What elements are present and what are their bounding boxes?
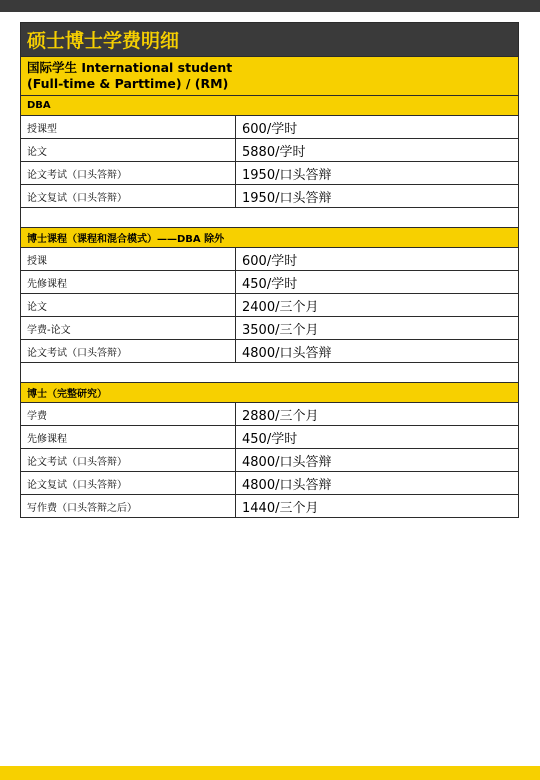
fee-price: 600/学时 [236,248,519,271]
fee-item: 学费-论文 [21,317,236,340]
table-row [21,271,519,294]
fee-item: 授课 [21,248,236,271]
table-title: 硕士博士学费明细 [21,23,519,57]
section-heading-row [21,228,519,248]
fee-price: 4800/口头答辩 [236,449,519,472]
fee-item: 学费 [21,403,236,426]
table-row [21,495,519,518]
spacer-cell [21,208,519,228]
fee-price: 5880/学时 [236,139,519,162]
fee-item: 论文 [21,294,236,317]
table-row [21,317,519,340]
fee-price: 3500/三个月 [236,317,519,340]
table-row [21,116,519,139]
fee-price: 2880/三个月 [236,403,519,426]
fee-price: 600/学时 [236,116,519,139]
fee-item: 论文考试（口头答辩） [21,162,236,185]
fee-price: 4800/口头答辩 [236,340,519,363]
fee-item: 先修课程 [21,271,236,294]
fee-price: 1950/口头答辩 [236,185,519,208]
table-row [21,162,519,185]
table-row [21,340,519,363]
fee-item: 论文考试（口头答辩） [21,340,236,363]
header-line-1: 国际学生 International student [27,60,233,75]
fee-item: 先修课程 [21,426,236,449]
table-row [21,294,519,317]
section-heading: 博士（完整研究） [21,383,519,403]
fee-item: 写作费（口头答辩之后） [21,495,236,518]
fee-item: 论文 [21,139,236,162]
spacer-row [21,363,519,383]
fee-price: 450/学时 [236,426,519,449]
spacer-cell [21,363,519,383]
table-row [21,248,519,271]
table-row [21,139,519,162]
table-row [21,426,519,449]
header-row [21,57,519,96]
table-row [21,449,519,472]
table-row [21,403,519,426]
fee-price: 2400/三个月 [236,294,519,317]
fee-item: 授课型 [21,116,236,139]
fee-price: 4800/口头答辩 [236,472,519,495]
section-heading: 博士课程（课程和混合模式）——DBA 除外 [21,228,519,248]
header-line-2: (Full-time & Parttime) / (RM) [27,76,229,91]
student-type-header [21,57,519,96]
section-heading: DBA [21,96,519,116]
fee-item: 论文考试（口头答辩） [21,449,236,472]
spacer-row [21,208,519,228]
fee-item: 论文复试（口头答辩） [21,472,236,495]
bottom-decor-strip [0,766,540,780]
table-row [21,472,519,495]
title-row [21,23,519,57]
section-heading-row [21,96,519,116]
top-decor-strip [0,0,540,12]
fee-table [20,22,519,518]
section-heading-row [21,383,519,403]
fee-item: 论文复试（口头答辩） [21,185,236,208]
fee-price: 1950/口头答辩 [236,162,519,185]
fee-price: 450/学时 [236,271,519,294]
table-row [21,185,519,208]
fee-price: 1440/三个月 [236,495,519,518]
